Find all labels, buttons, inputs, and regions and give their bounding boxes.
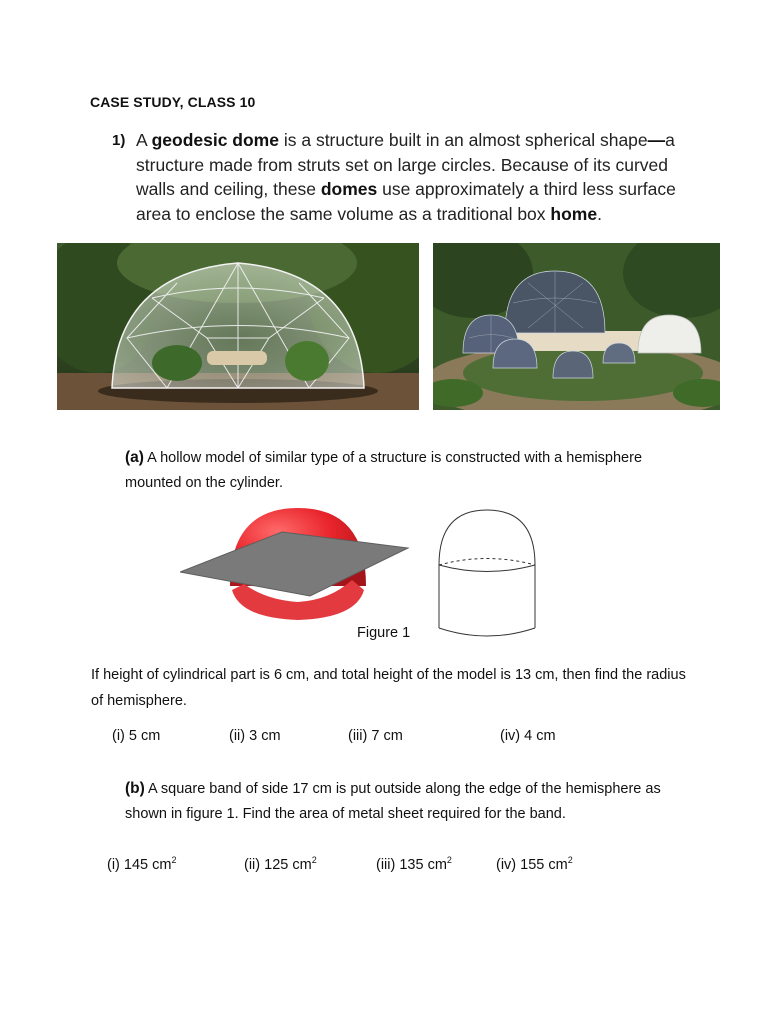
- option-a-ii[interactable]: (ii) 3 cm: [229, 728, 281, 744]
- figure-hemisphere-band: [180, 506, 410, 629]
- intro-bold-term: domes: [320, 179, 378, 199]
- intro-text: a structure made from struts set on large circles. Because of its curved walls and ceiling, these: [136, 130, 675, 199]
- figure-cylinder-hemisphere: [437, 508, 537, 651]
- option-b-iv-sup: 2: [567, 855, 573, 865]
- option-b-iii[interactable]: [376, 855, 452, 873]
- part-b-body: A square band of side 17 cm is put outside along the edge of the hemisphere as shown in figure 1. Find the area of metal sheet required for the band.: [125, 781, 661, 822]
- part-a-body: A hollow model of similar type of a structure is constructed with a hemisphere mounted on the cylinder.: [125, 450, 643, 491]
- intro-text: .: [597, 203, 602, 224]
- page-heading: CASE STUDY, CLASS 10: [90, 94, 256, 110]
- intro-dash: —: [647, 130, 666, 150]
- intro-text: is a structure built in an almost spherical shape: [278, 130, 648, 150]
- option-b-i-text: (i) 145 cm: [107, 857, 172, 873]
- option-b-ii-text: (ii) 125 cm: [244, 857, 312, 873]
- part-a-question: If height of cylindrical part is 6 cm, and total height of the model is 13 cm, then find the radius of hemisphere.: [91, 667, 686, 709]
- option-b-iv-text: (iv) 155 cm: [496, 857, 568, 873]
- intro-bold-term: home: [550, 203, 598, 224]
- part-b-label: (b): [125, 780, 145, 797]
- option-b-iii-text: (iii) 135 cm: [376, 857, 447, 873]
- intro-bold-term: geodesic dome: [151, 130, 279, 150]
- part-a-text: [125, 445, 665, 496]
- dome-photo-houses: [433, 243, 720, 410]
- figure-caption: Figure 1: [357, 625, 411, 641]
- intro-text: A: [136, 130, 152, 150]
- option-a-i[interactable]: (i) 5 cm: [112, 728, 161, 744]
- option-a-iii[interactable]: (iii) 7 cm: [348, 728, 403, 744]
- part-b-text: [125, 776, 685, 827]
- option-b-ii-sup: 2: [311, 855, 317, 865]
- question-number: 1): [112, 132, 126, 149]
- part-a-label: (a): [125, 449, 144, 466]
- option-b-iii-sup: 2: [446, 855, 452, 865]
- option-b-iv[interactable]: [496, 855, 573, 873]
- question-intro: [136, 128, 711, 226]
- option-b-ii[interactable]: [244, 855, 317, 873]
- option-b-i[interactable]: [107, 855, 176, 873]
- option-a-iv[interactable]: (iv) 4 cm: [500, 728, 556, 744]
- intro-text: use approximately a third less surface area to enclose the same volume as a traditional box: [136, 179, 676, 224]
- dome-photo-garden: [57, 243, 419, 410]
- option-b-i-sup: 2: [171, 855, 177, 865]
